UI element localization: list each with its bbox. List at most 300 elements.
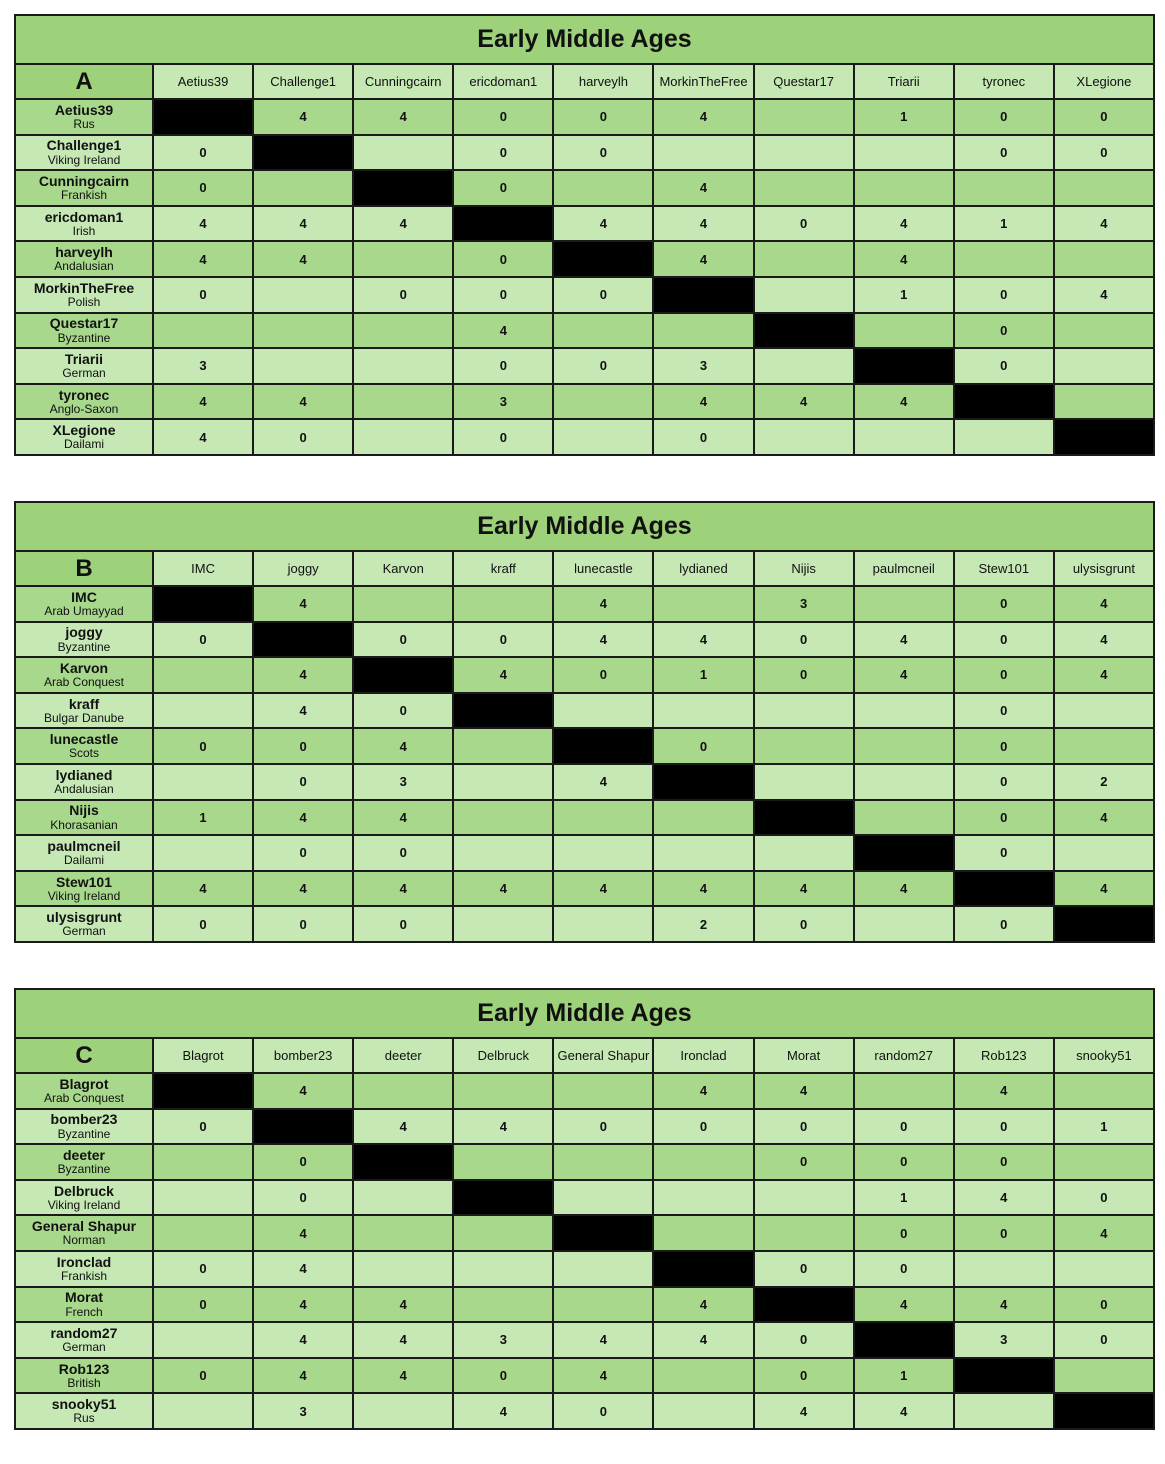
player-faction: Arab Conquest: [43, 675, 125, 690]
score-cell: [653, 1358, 753, 1394]
score-cell: 3: [453, 1322, 553, 1358]
standings-table: [14, 14, 1155, 456]
table-title: Early Middle Ages: [15, 15, 1154, 64]
score-cell: [253, 348, 353, 384]
score-cell: 1: [954, 206, 1054, 242]
score-cell: 0: [854, 1251, 954, 1287]
score-cell: 0: [353, 906, 453, 942]
standings-table: [14, 501, 1155, 943]
column-header: Stew101: [954, 551, 1054, 586]
score-cell: 4: [553, 1358, 653, 1394]
score-cell: [854, 764, 954, 800]
score-cell: [954, 419, 1054, 455]
score-cell: [754, 170, 854, 206]
player-cell: [15, 1109, 153, 1145]
score-cell: 4: [353, 1287, 453, 1323]
score-cell: [353, 241, 453, 277]
score-cell: 4: [253, 1287, 353, 1323]
score-cell: [854, 728, 954, 764]
score-cell: [754, 728, 854, 764]
table-row: [15, 384, 1154, 420]
score-cell: 0: [153, 622, 253, 658]
self-match-cell: [553, 241, 653, 277]
score-cell: [653, 1144, 753, 1180]
score-cell: 1: [1054, 1109, 1154, 1145]
score-cell: 0: [954, 622, 1054, 658]
player-name: joggy: [65, 624, 103, 641]
column-header: Questar17: [754, 64, 854, 99]
column-header: Triarii: [854, 64, 954, 99]
table-row: [15, 419, 1154, 455]
score-cell: [1054, 170, 1154, 206]
score-cell: [653, 586, 753, 622]
player-cell: [15, 348, 153, 384]
table-row: [15, 764, 1154, 800]
score-cell: 1: [854, 1358, 954, 1394]
player-faction: Byzantine: [57, 1126, 111, 1141]
table-row: [15, 622, 1154, 658]
score-cell: 0: [253, 906, 353, 942]
score-cell: [854, 170, 954, 206]
score-cell: 4: [653, 384, 753, 420]
table-row: [15, 1358, 1154, 1394]
header-row: [15, 1038, 1154, 1073]
score-cell: [153, 1215, 253, 1251]
table-row: [15, 99, 1154, 135]
title-row: [15, 502, 1154, 551]
score-cell: 4: [854, 384, 954, 420]
score-cell: 4: [954, 1073, 1054, 1109]
score-cell: [1054, 1358, 1154, 1394]
player-faction: Byzantine: [57, 330, 111, 345]
player-cell: [15, 1393, 153, 1429]
score-cell: [153, 835, 253, 871]
score-cell: 0: [954, 728, 1054, 764]
player-cell: [15, 1287, 153, 1323]
score-cell: 4: [253, 1215, 353, 1251]
player-cell: [15, 1215, 153, 1251]
score-cell: 0: [1054, 135, 1154, 171]
player-name: kraff: [68, 695, 100, 712]
score-cell: [253, 170, 353, 206]
self-match-cell: [754, 800, 854, 836]
table-row: [15, 1073, 1154, 1109]
player-faction: Andalusian: [54, 781, 114, 796]
score-cell: [954, 1251, 1054, 1287]
score-cell: 4: [253, 384, 353, 420]
self-match-cell: [854, 348, 954, 384]
score-cell: 0: [553, 657, 653, 693]
table-row: [15, 728, 1154, 764]
score-cell: 1: [854, 1180, 954, 1216]
score-cell: 4: [553, 622, 653, 658]
player-name: snooky51: [51, 1396, 117, 1413]
score-cell: [754, 835, 854, 871]
player-name: Blagrot: [59, 1075, 109, 1092]
score-cell: [353, 1073, 453, 1109]
score-cell: 4: [653, 1322, 753, 1358]
player-name: Rob123: [58, 1360, 110, 1377]
score-cell: [1054, 348, 1154, 384]
player-name: General Shapur: [31, 1218, 137, 1235]
player-cell: [15, 1144, 153, 1180]
player-name: MorkinTheFree: [33, 279, 135, 296]
self-match-cell: [553, 728, 653, 764]
score-cell: 4: [1054, 586, 1154, 622]
player-cell: [15, 764, 153, 800]
score-cell: [1054, 1073, 1154, 1109]
score-cell: 0: [653, 419, 753, 455]
score-cell: 4: [353, 99, 453, 135]
score-cell: 0: [754, 1322, 854, 1358]
group-label: B: [15, 551, 153, 586]
score-cell: 0: [1054, 1180, 1154, 1216]
score-cell: 4: [253, 1251, 353, 1287]
table-row: [15, 1144, 1154, 1180]
column-header: tyronec: [954, 64, 1054, 99]
score-cell: [1054, 241, 1154, 277]
player-faction: Andalusian: [54, 259, 114, 274]
score-cell: 4: [353, 1358, 453, 1394]
score-cell: 0: [453, 1358, 553, 1394]
player-cell: [15, 241, 153, 277]
score-cell: [954, 170, 1054, 206]
score-cell: [653, 1215, 753, 1251]
player-cell: [15, 586, 153, 622]
score-cell: 1: [653, 657, 753, 693]
score-cell: [653, 1393, 753, 1429]
score-cell: 4: [253, 693, 353, 729]
column-header: MorkinTheFree: [653, 64, 753, 99]
score-cell: 0: [954, 693, 1054, 729]
score-cell: 0: [954, 1144, 1054, 1180]
score-cell: [453, 835, 553, 871]
column-header: General Shapur: [553, 1038, 653, 1073]
score-cell: [854, 800, 954, 836]
column-header: Rob123: [954, 1038, 1054, 1073]
player-cell: [15, 1322, 153, 1358]
score-cell: 4: [453, 1393, 553, 1429]
score-cell: 4: [754, 871, 854, 907]
score-cell: [153, 657, 253, 693]
column-header: harveylh: [553, 64, 653, 99]
score-cell: [1054, 728, 1154, 764]
table-row: [15, 657, 1154, 693]
column-header: IMC: [153, 551, 253, 586]
score-cell: 4: [253, 1358, 353, 1394]
score-cell: [754, 277, 854, 313]
score-cell: [153, 764, 253, 800]
score-cell: [754, 348, 854, 384]
score-cell: 1: [153, 800, 253, 836]
table-row: [15, 835, 1154, 871]
player-name: Delbruck: [54, 1182, 114, 1199]
self-match-cell: [353, 1144, 453, 1180]
score-cell: 0: [954, 277, 1054, 313]
score-cell: [553, 835, 653, 871]
score-cell: [353, 1251, 453, 1287]
score-cell: 3: [353, 764, 453, 800]
score-cell: [754, 135, 854, 171]
score-cell: [453, 728, 553, 764]
self-match-cell: [153, 99, 253, 135]
self-match-cell: [653, 1251, 753, 1287]
score-cell: 0: [754, 1358, 854, 1394]
score-cell: [553, 1073, 653, 1109]
score-cell: 0: [954, 657, 1054, 693]
table-row: [15, 871, 1154, 907]
score-cell: [453, 906, 553, 942]
score-cell: 4: [854, 1393, 954, 1429]
player-name: Cunningcairn: [38, 173, 130, 190]
score-cell: 0: [553, 135, 653, 171]
score-cell: 4: [1054, 622, 1154, 658]
score-cell: 4: [653, 871, 753, 907]
score-cell: 3: [754, 586, 854, 622]
column-header: bomber23: [253, 1038, 353, 1073]
table-row: [15, 586, 1154, 622]
score-cell: 0: [754, 622, 854, 658]
score-cell: 0: [553, 1109, 653, 1145]
self-match-cell: [1054, 906, 1154, 942]
score-cell: 0: [553, 99, 653, 135]
score-cell: 4: [854, 1287, 954, 1323]
score-cell: 4: [253, 871, 353, 907]
score-cell: [653, 135, 753, 171]
player-faction: Rus: [73, 1411, 95, 1426]
score-cell: 4: [653, 622, 753, 658]
score-cell: [653, 1180, 753, 1216]
score-cell: 0: [153, 277, 253, 313]
score-cell: [653, 800, 753, 836]
self-match-cell: [153, 586, 253, 622]
player-faction: Byzantine: [57, 639, 111, 654]
score-cell: 0: [253, 1144, 353, 1180]
score-cell: 0: [153, 170, 253, 206]
score-cell: [153, 1322, 253, 1358]
score-cell: [453, 1287, 553, 1323]
score-cell: 4: [653, 99, 753, 135]
score-cell: [653, 693, 753, 729]
score-cell: [854, 313, 954, 349]
score-cell: [353, 1215, 453, 1251]
player-name: Nijis: [69, 802, 99, 819]
score-cell: [553, 693, 653, 729]
score-cell: 0: [954, 99, 1054, 135]
score-cell: 4: [353, 1322, 453, 1358]
score-cell: [1054, 1251, 1154, 1287]
player-cell: [15, 871, 153, 907]
score-cell: 0: [153, 1358, 253, 1394]
table-row: [15, 348, 1154, 384]
score-cell: [353, 1180, 453, 1216]
self-match-cell: [553, 1215, 653, 1251]
score-cell: [453, 764, 553, 800]
player-cell: [15, 1251, 153, 1287]
player-name: Ironclad: [56, 1253, 112, 1270]
player-faction: Dailami: [63, 853, 104, 868]
score-cell: 4: [754, 1073, 854, 1109]
score-cell: 0: [653, 728, 753, 764]
table-row: [15, 1322, 1154, 1358]
column-header: paulmcneil: [854, 551, 954, 586]
score-cell: 0: [153, 1287, 253, 1323]
player-faction: French: [65, 1304, 103, 1319]
column-header: ulysisgrunt: [1054, 551, 1154, 586]
player-cell: [15, 135, 153, 171]
score-cell: [854, 693, 954, 729]
player-faction: Bulgar Danube: [43, 710, 125, 725]
score-cell: 4: [153, 419, 253, 455]
self-match-cell: [954, 384, 1054, 420]
score-cell: 4: [954, 1180, 1054, 1216]
score-cell: [553, 1251, 653, 1287]
table-row: [15, 800, 1154, 836]
score-cell: 0: [1054, 99, 1154, 135]
player-cell: [15, 384, 153, 420]
score-cell: [754, 99, 854, 135]
score-cell: 0: [754, 906, 854, 942]
score-cell: 0: [453, 241, 553, 277]
self-match-cell: [754, 313, 854, 349]
column-header: Nijis: [754, 551, 854, 586]
score-cell: 0: [954, 906, 1054, 942]
table-row: [15, 313, 1154, 349]
self-match-cell: [954, 871, 1054, 907]
table-row: [15, 1109, 1154, 1145]
player-faction: British: [67, 1375, 101, 1390]
player-name: tyronec: [58, 386, 110, 403]
score-cell: 4: [854, 206, 954, 242]
score-cell: [1054, 1144, 1154, 1180]
score-cell: 0: [253, 1180, 353, 1216]
table-row: [15, 206, 1154, 242]
player-cell: [15, 1073, 153, 1109]
score-cell: 3: [653, 348, 753, 384]
score-cell: [754, 1180, 854, 1216]
score-cell: 0: [954, 1215, 1054, 1251]
score-cell: [153, 693, 253, 729]
score-cell: 4: [1054, 277, 1154, 313]
player-name: Triarii: [64, 351, 104, 367]
self-match-cell: [653, 764, 753, 800]
score-cell: [553, 800, 653, 836]
score-cell: [854, 906, 954, 942]
score-cell: [353, 1393, 453, 1429]
score-cell: 0: [553, 348, 653, 384]
score-cell: 4: [1054, 657, 1154, 693]
self-match-cell: [353, 170, 453, 206]
score-cell: 4: [453, 871, 553, 907]
player-faction: Viking Ireland: [47, 152, 121, 167]
player-faction: Dailami: [63, 437, 104, 452]
score-cell: 4: [653, 1073, 753, 1109]
table-row: [15, 1393, 1154, 1429]
score-cell: 0: [854, 1109, 954, 1145]
self-match-cell: [453, 1180, 553, 1216]
score-cell: 3: [153, 348, 253, 384]
score-cell: [1054, 835, 1154, 871]
score-cell: 4: [1054, 871, 1154, 907]
self-match-cell: [153, 1073, 253, 1109]
group-label: C: [15, 1038, 153, 1073]
player-faction: Khorasanian: [50, 817, 118, 832]
player-faction: Viking Ireland: [47, 1197, 121, 1212]
score-cell: [453, 1215, 553, 1251]
score-cell: [954, 1393, 1054, 1429]
score-cell: [854, 419, 954, 455]
player-cell: [15, 419, 153, 455]
column-header: Challenge1: [253, 64, 353, 99]
score-cell: [353, 348, 453, 384]
score-cell: 0: [353, 693, 453, 729]
score-cell: 0: [754, 1109, 854, 1145]
score-cell: 0: [954, 348, 1054, 384]
score-cell: 4: [1054, 1215, 1154, 1251]
score-cell: 0: [253, 728, 353, 764]
score-cell: [854, 1073, 954, 1109]
score-cell: [153, 313, 253, 349]
score-cell: [453, 1073, 553, 1109]
player-cell: [15, 622, 153, 658]
score-cell: 4: [1054, 206, 1154, 242]
score-cell: 4: [253, 800, 353, 836]
score-cell: [153, 1144, 253, 1180]
score-cell: [1054, 384, 1154, 420]
column-header: Morat: [754, 1038, 854, 1073]
player-cell: [15, 800, 153, 836]
score-cell: 0: [854, 1144, 954, 1180]
column-header: Blagrot: [153, 1038, 253, 1073]
player-name: deeter: [62, 1147, 106, 1164]
table-row: [15, 170, 1154, 206]
table-row: [15, 277, 1154, 313]
score-cell: 4: [253, 99, 353, 135]
score-cell: 1: [854, 277, 954, 313]
player-cell: [15, 657, 153, 693]
score-cell: 4: [253, 657, 353, 693]
score-cell: [453, 1251, 553, 1287]
score-cell: [253, 277, 353, 313]
player-name: bomber23: [50, 1111, 118, 1128]
score-cell: 3: [253, 1393, 353, 1429]
player-name: Questar17: [49, 315, 119, 332]
player-faction: Anglo-Saxon: [49, 401, 119, 416]
score-cell: [353, 135, 453, 171]
score-cell: 0: [954, 835, 1054, 871]
self-match-cell: [754, 1287, 854, 1323]
score-cell: [353, 419, 453, 455]
score-cell: 4: [153, 241, 253, 277]
score-cell: [453, 586, 553, 622]
player-cell: [15, 170, 153, 206]
score-cell: 4: [153, 384, 253, 420]
score-cell: 4: [553, 1322, 653, 1358]
score-cell: [453, 800, 553, 836]
score-cell: 0: [153, 1251, 253, 1287]
table-row: [15, 1287, 1154, 1323]
score-cell: 0: [153, 728, 253, 764]
score-cell: 0: [353, 622, 453, 658]
score-cell: [854, 586, 954, 622]
score-cell: 0: [954, 800, 1054, 836]
column-header: lydianed: [653, 551, 753, 586]
score-cell: 0: [453, 170, 553, 206]
score-cell: 3: [453, 384, 553, 420]
score-cell: 0: [553, 277, 653, 313]
player-cell: [15, 277, 153, 313]
player-faction: Frankish: [60, 188, 107, 203]
